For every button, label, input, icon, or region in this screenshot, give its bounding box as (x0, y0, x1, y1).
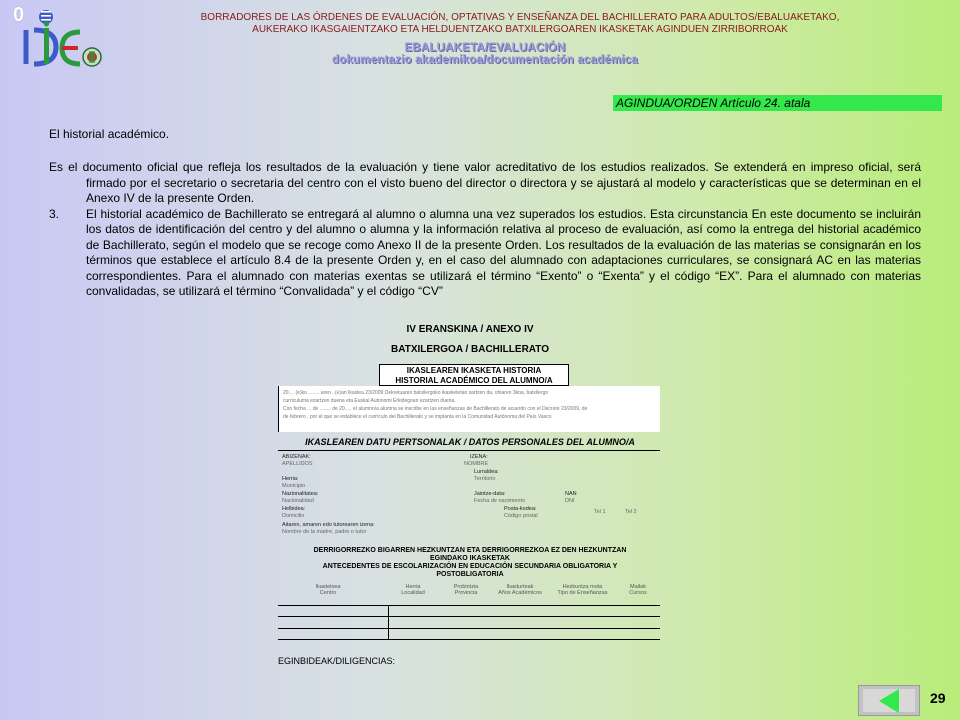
table-header (490, 584, 550, 596)
paragraph-number: 3. (49, 206, 60, 221)
antecedentes-line: POSTOBLIGATORIA (436, 571, 504, 578)
slide-number: 0 (13, 4, 25, 26)
section-header (300, 42, 670, 66)
field-label: IZENA: (470, 454, 488, 460)
paragraph-1: Es el documento oficial que refleja los resultados de la evaluación y tiene valor acreditativo de los estudios realizados. Se extenderá en impreso oficial, será firmado por el secretario o secretaria del centro con el visto bueno del director o directora y se ajustará al modelo y características que se determinan en el Anexo IV de la presente Orden. (49, 160, 921, 205)
personal-data-title: IKASLEAREN DATU PERTSONALAK / DATOS PERSONALES DEL ALUMNO/A (305, 437, 635, 447)
column-label: Probintzia (453, 584, 479, 590)
inscription-paragraph (278, 386, 660, 432)
field-label: Tel 2 (625, 509, 637, 515)
table-rule (278, 639, 660, 640)
field-label: APELLIDOS (282, 461, 313, 467)
personal-data-fields (282, 454, 662, 535)
table-rule (278, 628, 660, 629)
document-header (120, 12, 920, 36)
field-label: ABIZENAK: (282, 454, 311, 460)
field-label: NAN (565, 491, 577, 497)
field-label: Herria: (282, 476, 299, 482)
header-line-1: BORRADORES DE LAS ÓRDENES DE EVALUACIÓN, OPTATIVAS Y ENSEÑANZA DEL BACHILLERATO PARA ADULTOS/EBALUAKETAKO, (200, 12, 840, 23)
column-label: Provincia (454, 590, 478, 596)
inscription-line: curriculuma ezartzen duena eta Euskal Autonomi Erkidegoan ezartzen duena. (283, 398, 456, 404)
header-line-2: AUKERAKO IKASGAIENTZAKO ETA HELDUENTZAKO BATXILERGOAREN IKASKETAK AGINDUEN ZIRRIBORROAK (252, 24, 788, 35)
field-label: Tel 1 (594, 509, 606, 515)
inscription-line: Con fecha ... de ........ de 20..... el alumno/a alumna se inscribe en las enseñanzas de Bachillerato de acuerdo con el Decreto 23/2009, de (283, 406, 588, 412)
column-label: Cursos (629, 590, 647, 596)
column-label: Hezkuntza mota (562, 584, 603, 590)
field-label: Fecha de nacimiento (474, 498, 526, 504)
field-label: Código postal (504, 513, 538, 519)
divider (278, 450, 660, 451)
table-header (298, 584, 358, 596)
historial-box-line-1: IKASLEAREN IKASKETA HISTORIA (406, 366, 542, 375)
left-arrow-icon (879, 689, 899, 713)
field-label: DNI (565, 498, 575, 504)
field-label: Posta-kodea: (504, 506, 537, 512)
column-label: Ikasturteak (506, 584, 534, 590)
historial-box (379, 364, 569, 386)
field-label: Nacionalidad (282, 498, 314, 504)
field-label: Municipio (282, 483, 306, 489)
antecedentes-table (278, 584, 660, 640)
table-header (618, 584, 658, 596)
die-logo (22, 8, 102, 76)
field-label: Helbidea: (282, 506, 306, 512)
section-title-documentacion: dokumentazio akademikoa/documentación académica (332, 54, 638, 66)
field-label: Lurraldea: (474, 469, 499, 475)
field-label: Nombre de la madre, padre o tutor (282, 529, 367, 535)
table-header (550, 584, 615, 596)
diligencias-label: EGINBIDEAK/DILIGENCIAS: (278, 656, 396, 666)
column-label: Herria (405, 584, 421, 590)
inscription-line: 20.... (e)ko ........ aren ..(e)an Ikaslea 23/2009 Dekretuaren batxilergoko ikasketetan sartzen da, ohiaren 3koa, batxilergo (283, 390, 549, 396)
field-label: Nazionalitatea: (282, 491, 319, 497)
column-label: Centro (319, 590, 337, 596)
table-header (388, 584, 438, 596)
section-title: El historial académico. (49, 127, 170, 141)
table-rule (388, 606, 389, 640)
orden-reference: AGINDUA/ORDEN Artículo 24. atala (613, 95, 942, 111)
anexo-subtitle: BATXILERGOA / BACHILLERATO (391, 344, 549, 355)
column-label: Localidad (401, 590, 425, 596)
table-rule (278, 616, 660, 617)
page-number: 29 (930, 690, 946, 706)
column-label: Ikastetxea (315, 584, 341, 590)
field-label: Domicilio (282, 513, 305, 519)
antecedentes-line: ANTECEDENTES DE ESCOLARIZACIÓN EN EDUCACIÓN SECUNDARIA OBLIGATORIA Y (322, 563, 618, 570)
field-label: Jaiotze-data: (474, 491, 506, 497)
antecedentes-title (270, 547, 670, 579)
antecedentes-line: EGINDAKO IKASKETAK (430, 555, 510, 562)
body-text (49, 160, 921, 300)
inscription-line: de febrero , por el que se establece el currículo del Bachillerato y se implanta en la Comunidad Autónoma del País Vasco (283, 414, 552, 420)
section-title-evaluacion: EBALUAKETA/EVALUACIÓN (404, 42, 566, 54)
paragraph-3 (49, 207, 921, 300)
previous-slide-button[interactable] (858, 685, 920, 716)
historial-box-line-2: HISTORIAL ACADÉMICO DEL ALUMNO/A (395, 376, 553, 385)
column-label: Años Académicos (498, 590, 542, 596)
field-label: Aitaren, amaren edo tutorearen izena: (282, 522, 375, 528)
column-label: Tipo de Enseñanzas (557, 590, 608, 596)
anexo-iv-form (270, 322, 670, 667)
table-header (441, 584, 491, 596)
field-label: Territorio (474, 476, 496, 482)
field-label: NOMBRE (464, 461, 489, 467)
antecedentes-line: DERRIGORREZKO BIGARREN HEZKUNTZAN ETA DERRIGORREZKOA EZ DEN HEZKUNTZAN (313, 547, 627, 554)
table-rule (278, 605, 660, 606)
column-label: Mailak (630, 584, 646, 590)
anexo-title: IV ERANSKINA / ANEXO IV (406, 324, 534, 335)
paragraph-3-text: El historial académico de Bachillerato se entregará al alumno o alumna una vez superados los estudios. Esta circunstancia En este documento se incluirán los datos de identificación del centro y del alumno o alumna y la información relativa al proceso de evaluación, así como la entrega del historial académico de Bachillerato, según el modelo que se recoge como Anexo II de la presente Orden. Los resultados de la evaluación de las materias se consignarán en los términos que establece el artículo 8.4 de la presente Orden y, en el caso del alumnado con adaptaciones curriculares, se consignará AC en las materias correspondientes. Para el alumnado con materias exentas se utilizará el término “Exento” o “Exenta” y el código “EX”. Para el alumnado con materias convalidadas, se utilizará el término “Convalidada” y el código “CV” (86, 206, 921, 298)
